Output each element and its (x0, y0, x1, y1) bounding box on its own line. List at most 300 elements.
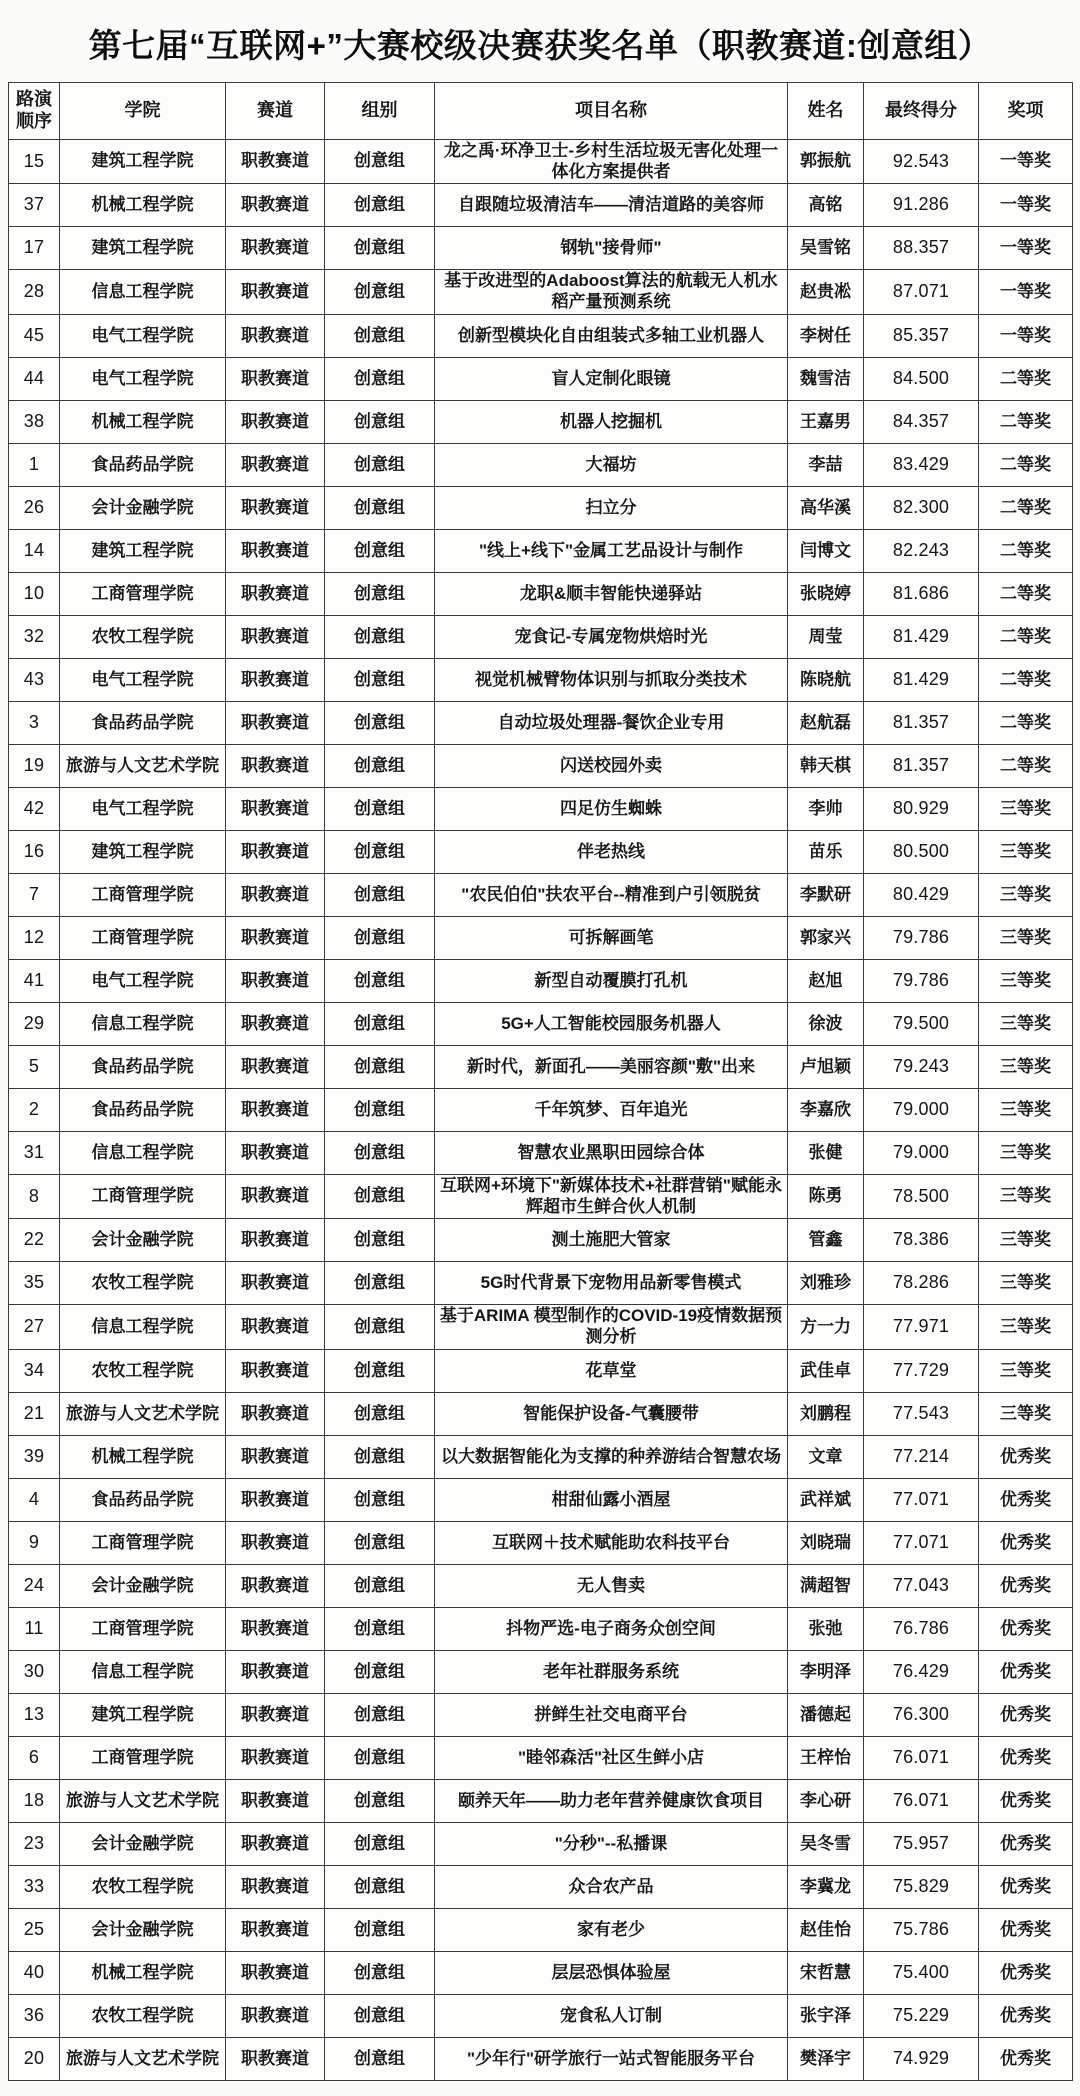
cell-order: 18 (9, 1779, 60, 1822)
cell-track: 职教赛道 (226, 916, 325, 959)
cell-group: 创意组 (325, 1478, 435, 1521)
table-row (9, 1564, 1073, 1607)
cell-order: 30 (9, 1650, 60, 1693)
cell-track: 职教赛道 (226, 357, 325, 400)
cell-track: 职教赛道 (226, 227, 325, 270)
cell-order: 20 (9, 2037, 60, 2080)
column-header: 学院 (60, 83, 226, 140)
cell-college: 信息工程学院 (60, 1131, 226, 1174)
cell-track: 职教赛道 (226, 443, 325, 486)
cell-group: 创意组 (325, 1045, 435, 1088)
cell-project: 老年社群服务系统 (435, 1650, 788, 1693)
cell-name: 王梓怡 (788, 1736, 864, 1779)
cell-project: 钢轨"接骨师" (435, 227, 788, 270)
table-row (9, 443, 1073, 486)
cell-college: 农牧工程学院 (60, 1262, 226, 1305)
cell-group: 创意组 (325, 1607, 435, 1650)
cell-award: 三等奖 (979, 1392, 1073, 1435)
cell-track: 职教赛道 (226, 1045, 325, 1088)
cell-track: 职教赛道 (226, 572, 325, 615)
cell-group: 创意组 (325, 1994, 435, 2037)
cell-college: 信息工程学院 (60, 1002, 226, 1045)
cell-project: 拼鲜生社交电商平台 (435, 1693, 788, 1736)
cell-order: 23 (9, 1822, 60, 1865)
cell-project: 龙之禹·环净卫士-乡村生活垃圾无害化处理一体化方案提供者 (435, 140, 788, 184)
cell-award: 一等奖 (979, 140, 1073, 184)
cell-college: 会计金融学院 (60, 1564, 226, 1607)
cell-score: 78.500 (864, 1174, 979, 1218)
cell-order: 43 (9, 658, 60, 701)
table-row (9, 1392, 1073, 1435)
cell-order: 1 (9, 443, 60, 486)
cell-award: 三等奖 (979, 1262, 1073, 1305)
table-row (9, 1736, 1073, 1779)
cell-group: 创意组 (325, 400, 435, 443)
cell-name: 满超智 (788, 1564, 864, 1607)
cell-score: 79.500 (864, 1002, 979, 1045)
awards-table (8, 82, 1073, 2081)
cell-group: 创意组 (325, 658, 435, 701)
cell-name: 李默研 (788, 873, 864, 916)
cell-order: 24 (9, 1564, 60, 1607)
cell-name: 刘晓瑞 (788, 1521, 864, 1564)
cell-track: 职教赛道 (226, 1088, 325, 1131)
cell-award: 优秀奖 (979, 1951, 1073, 1994)
cell-name: 吴冬雪 (788, 1822, 864, 1865)
cell-track: 职教赛道 (226, 1131, 325, 1174)
cell-college: 工商管理学院 (60, 1736, 226, 1779)
cell-score: 77.071 (864, 1521, 979, 1564)
cell-score: 92.543 (864, 140, 979, 184)
cell-award: 三等奖 (979, 916, 1073, 959)
cell-track: 职教赛道 (226, 959, 325, 1002)
cell-track: 职教赛道 (226, 1564, 325, 1607)
table-row (9, 1002, 1073, 1045)
cell-group: 创意组 (325, 486, 435, 529)
cell-group: 创意组 (325, 1002, 435, 1045)
cell-group: 创意组 (325, 1305, 435, 1349)
cell-college: 农牧工程学院 (60, 615, 226, 658)
cell-college: 会计金融学院 (60, 486, 226, 529)
cell-project: "农民伯伯"扶农平台--精准到户引领脱贫 (435, 873, 788, 916)
cell-college: 农牧工程学院 (60, 1349, 226, 1392)
cell-award: 三等奖 (979, 873, 1073, 916)
cell-track: 职教赛道 (226, 1693, 325, 1736)
cell-award: 优秀奖 (979, 1908, 1073, 1951)
cell-group: 创意组 (325, 1262, 435, 1305)
table-row (9, 529, 1073, 572)
cell-order: 17 (9, 227, 60, 270)
cell-score: 78.286 (864, 1262, 979, 1305)
cell-award: 优秀奖 (979, 1607, 1073, 1650)
cell-score: 75.400 (864, 1951, 979, 1994)
cell-group: 创意组 (325, 615, 435, 658)
cell-order: 35 (9, 1262, 60, 1305)
cell-award: 一等奖 (979, 314, 1073, 357)
column-header: 奖项 (979, 83, 1073, 140)
table-row (9, 916, 1073, 959)
cell-award: 二等奖 (979, 658, 1073, 701)
cell-group: 创意组 (325, 1088, 435, 1131)
table-row (9, 959, 1073, 1002)
cell-track: 职教赛道 (226, 1994, 325, 2037)
cell-track: 职教赛道 (226, 615, 325, 658)
cell-college: 电气工程学院 (60, 314, 226, 357)
cell-track: 职教赛道 (226, 873, 325, 916)
cell-group: 创意组 (325, 830, 435, 873)
cell-college: 旅游与人文艺术学院 (60, 1779, 226, 1822)
cell-track: 职教赛道 (226, 529, 325, 572)
cell-college: 信息工程学院 (60, 1650, 226, 1693)
cell-order: 31 (9, 1131, 60, 1174)
cell-college: 旅游与人文艺术学院 (60, 1392, 226, 1435)
cell-project: 5G时代背景下宠物用品新零售模式 (435, 1262, 788, 1305)
header-row (9, 83, 1073, 140)
cell-score: 75.957 (864, 1822, 979, 1865)
cell-score: 84.500 (864, 357, 979, 400)
cell-score: 78.386 (864, 1219, 979, 1262)
cell-score: 80.429 (864, 873, 979, 916)
table-row (9, 486, 1073, 529)
cell-award: 优秀奖 (979, 1564, 1073, 1607)
cell-award: 二等奖 (979, 701, 1073, 744)
cell-score: 79.786 (864, 959, 979, 1002)
cell-group: 创意组 (325, 1435, 435, 1478)
cell-order: 13 (9, 1693, 60, 1736)
column-header: 赛道 (226, 83, 325, 140)
cell-name: 宋哲慧 (788, 1951, 864, 1994)
cell-college: 食品药品学院 (60, 701, 226, 744)
cell-group: 创意组 (325, 443, 435, 486)
cell-name: 魏雪洁 (788, 357, 864, 400)
cell-track: 职教赛道 (226, 1002, 325, 1045)
cell-track: 职教赛道 (226, 1865, 325, 1908)
cell-track: 职教赛道 (226, 1951, 325, 1994)
cell-track: 职教赛道 (226, 658, 325, 701)
cell-order: 33 (9, 1865, 60, 1908)
table-row (9, 140, 1073, 184)
cell-award: 二等奖 (979, 443, 1073, 486)
cell-score: 80.929 (864, 787, 979, 830)
cell-order: 7 (9, 873, 60, 916)
column-header: 路演顺序 (9, 83, 60, 140)
table-row (9, 184, 1073, 227)
cell-award: 二等奖 (979, 744, 1073, 787)
cell-track: 职教赛道 (226, 1174, 325, 1218)
cell-order: 28 (9, 270, 60, 314)
cell-score: 83.429 (864, 443, 979, 486)
cell-project: "线上+线下"金属工艺品设计与制作 (435, 529, 788, 572)
cell-award: 二等奖 (979, 486, 1073, 529)
cell-name: 张晓婷 (788, 572, 864, 615)
cell-college: 建筑工程学院 (60, 227, 226, 270)
cell-award: 三等奖 (979, 1131, 1073, 1174)
cell-group: 创意组 (325, 572, 435, 615)
cell-score: 76.300 (864, 1693, 979, 1736)
cell-award: 二等奖 (979, 357, 1073, 400)
cell-name: 文章 (788, 1435, 864, 1478)
cell-group: 创意组 (325, 1349, 435, 1392)
cell-track: 职教赛道 (226, 184, 325, 227)
cell-project: 四足仿生蜘蛛 (435, 787, 788, 830)
cell-project: 扫立分 (435, 486, 788, 529)
cell-award: 一等奖 (979, 184, 1073, 227)
cell-college: 电气工程学院 (60, 959, 226, 1002)
cell-award: 二等奖 (979, 400, 1073, 443)
cell-group: 创意组 (325, 314, 435, 357)
cell-award: 优秀奖 (979, 1736, 1073, 1779)
cell-score: 88.357 (864, 227, 979, 270)
cell-group: 创意组 (325, 357, 435, 400)
cell-college: 会计金融学院 (60, 1908, 226, 1951)
cell-order: 41 (9, 959, 60, 1002)
cell-score: 79.000 (864, 1088, 979, 1131)
cell-name: 卢旭颖 (788, 1045, 864, 1088)
table-row (9, 1779, 1073, 1822)
cell-order: 11 (9, 1607, 60, 1650)
page-title: 第七届“互联网+”大赛校级决赛获奖名单（职教赛道:创意组） (88, 27, 992, 64)
cell-order: 9 (9, 1521, 60, 1564)
cell-award: 三等奖 (979, 1174, 1073, 1218)
table-row (9, 572, 1073, 615)
cell-group: 创意组 (325, 1564, 435, 1607)
cell-name: 李明泽 (788, 1650, 864, 1693)
table-row (9, 1349, 1073, 1392)
cell-project: "分秒"--私播课 (435, 1822, 788, 1865)
cell-name: 李喆 (788, 443, 864, 486)
table-row (9, 1131, 1073, 1174)
cell-project: 龙职&顺丰智能快递驿站 (435, 572, 788, 615)
cell-project: 盲人定制化眼镜 (435, 357, 788, 400)
cell-project: 抖物严选-电子商务众创空间 (435, 1607, 788, 1650)
cell-track: 职教赛道 (226, 140, 325, 184)
column-header: 姓名 (788, 83, 864, 140)
cell-name: 赵佳怡 (788, 1908, 864, 1951)
cell-college: 工商管理学院 (60, 1521, 226, 1564)
cell-college: 工商管理学院 (60, 572, 226, 615)
table-row (9, 615, 1073, 658)
cell-project: 闪送校园外卖 (435, 744, 788, 787)
cell-name: 郭振航 (788, 140, 864, 184)
cell-score: 81.429 (864, 658, 979, 701)
cell-track: 职教赛道 (226, 1650, 325, 1693)
cell-order: 42 (9, 787, 60, 830)
cell-order: 29 (9, 1002, 60, 1045)
cell-project: 创新型模块化自由组装式多轴工业机器人 (435, 314, 788, 357)
cell-award: 优秀奖 (979, 1994, 1073, 2037)
table-row (9, 1994, 1073, 2037)
cell-college: 机械工程学院 (60, 1435, 226, 1478)
table-row (9, 270, 1073, 314)
cell-order: 34 (9, 1349, 60, 1392)
table-row (9, 1908, 1073, 1951)
cell-track: 职教赛道 (226, 1435, 325, 1478)
cell-order: 44 (9, 357, 60, 400)
cell-group: 创意组 (325, 1219, 435, 1262)
cell-name: 徐波 (788, 1002, 864, 1045)
cell-order: 5 (9, 1045, 60, 1088)
cell-name: 高铭 (788, 184, 864, 227)
cell-award: 一等奖 (979, 227, 1073, 270)
cell-track: 职教赛道 (226, 1822, 325, 1865)
table-row (9, 658, 1073, 701)
cell-project: 自动垃圾处理器-餐饮企业专用 (435, 701, 788, 744)
cell-track: 职教赛道 (226, 1521, 325, 1564)
cell-track: 职教赛道 (226, 744, 325, 787)
cell-award: 一等奖 (979, 270, 1073, 314)
cell-track: 职教赛道 (226, 1908, 325, 1951)
cell-order: 38 (9, 400, 60, 443)
cell-order: 4 (9, 1478, 60, 1521)
table-row (9, 1607, 1073, 1650)
cell-name: 李树任 (788, 314, 864, 357)
cell-project: 颐养天年——助力老年营养健康饮食项目 (435, 1779, 788, 1822)
cell-order: 3 (9, 701, 60, 744)
cell-name: 赵贵凇 (788, 270, 864, 314)
cell-group: 创意组 (325, 1650, 435, 1693)
cell-score: 76.429 (864, 1650, 979, 1693)
cell-order: 14 (9, 529, 60, 572)
cell-track: 职教赛道 (226, 2037, 325, 2080)
cell-score: 76.786 (864, 1607, 979, 1650)
cell-project: 5G+人工智能校园服务机器人 (435, 1002, 788, 1045)
cell-name: 闫博文 (788, 529, 864, 572)
cell-project: 智能保护设备-气囊腰带 (435, 1392, 788, 1435)
cell-name: 刘雅珍 (788, 1262, 864, 1305)
cell-order: 39 (9, 1435, 60, 1478)
cell-college: 旅游与人文艺术学院 (60, 2037, 226, 2080)
cell-order: 25 (9, 1908, 60, 1951)
cell-college: 信息工程学院 (60, 270, 226, 314)
cell-college: 食品药品学院 (60, 1045, 226, 1088)
cell-college: 会计金融学院 (60, 1219, 226, 1262)
cell-group: 创意组 (325, 1392, 435, 1435)
cell-score: 74.929 (864, 2037, 979, 2080)
cell-name: 陈晓航 (788, 658, 864, 701)
cell-track: 职教赛道 (226, 787, 325, 830)
cell-name: 周莹 (788, 615, 864, 658)
cell-project: 视觉机械臂物体识别与抓取分类技术 (435, 658, 788, 701)
cell-name: 王嘉男 (788, 400, 864, 443)
table-body (9, 140, 1073, 2081)
cell-group: 创意组 (325, 1131, 435, 1174)
cell-college: 电气工程学院 (60, 658, 226, 701)
cell-score: 82.243 (864, 529, 979, 572)
cell-name: 郭家兴 (788, 916, 864, 959)
cell-project: 众合农产品 (435, 1865, 788, 1908)
cell-score: 87.071 (864, 270, 979, 314)
cell-college: 机械工程学院 (60, 1951, 226, 1994)
cell-score: 84.357 (864, 400, 979, 443)
cell-order: 21 (9, 1392, 60, 1435)
cell-award: 三等奖 (979, 1045, 1073, 1088)
cell-award: 三等奖 (979, 1305, 1073, 1349)
cell-name: 高华溪 (788, 486, 864, 529)
cell-college: 食品药品学院 (60, 443, 226, 486)
cell-college: 建筑工程学院 (60, 140, 226, 184)
cell-track: 职教赛道 (226, 400, 325, 443)
cell-project: 智慧农业黑职田园综合体 (435, 1131, 788, 1174)
cell-order: 32 (9, 615, 60, 658)
cell-group: 创意组 (325, 270, 435, 314)
cell-track: 职教赛道 (226, 1262, 325, 1305)
cell-track: 职教赛道 (226, 830, 325, 873)
cell-name: 武祥斌 (788, 1478, 864, 1521)
cell-score: 81.429 (864, 615, 979, 658)
table-row (9, 1650, 1073, 1693)
cell-order: 2 (9, 1088, 60, 1131)
cell-name: 赵旭 (788, 959, 864, 1002)
column-header: 最终得分 (864, 83, 979, 140)
cell-award: 优秀奖 (979, 1650, 1073, 1693)
cell-project: 花草堂 (435, 1349, 788, 1392)
cell-order: 19 (9, 744, 60, 787)
cell-award: 二等奖 (979, 572, 1073, 615)
cell-score: 75.786 (864, 1908, 979, 1951)
cell-track: 职教赛道 (226, 1349, 325, 1392)
cell-name: 张宇泽 (788, 1994, 864, 2037)
cell-track: 职教赛道 (226, 1478, 325, 1521)
cell-order: 10 (9, 572, 60, 615)
cell-score: 77.729 (864, 1349, 979, 1392)
cell-name: 李嘉欣 (788, 1088, 864, 1131)
cell-college: 会计金融学院 (60, 1822, 226, 1865)
cell-name: 张弛 (788, 1607, 864, 1650)
cell-award: 优秀奖 (979, 1478, 1073, 1521)
cell-award: 优秀奖 (979, 2037, 1073, 2080)
cell-group: 创意组 (325, 916, 435, 959)
cell-college: 建筑工程学院 (60, 529, 226, 572)
cell-award: 优秀奖 (979, 1435, 1073, 1478)
cell-name: 吴雪铭 (788, 227, 864, 270)
cell-college: 农牧工程学院 (60, 1994, 226, 2037)
cell-project: 基于ARIMA 模型制作的COVID-19疫情数据预测分析 (435, 1305, 788, 1349)
cell-college: 电气工程学院 (60, 357, 226, 400)
cell-college: 电气工程学院 (60, 787, 226, 830)
cell-college: 旅游与人文艺术学院 (60, 744, 226, 787)
cell-college: 建筑工程学院 (60, 1693, 226, 1736)
cell-college: 工商管理学院 (60, 916, 226, 959)
cell-score: 77.043 (864, 1564, 979, 1607)
cell-project: 互联网＋技术赋能助农科技平台 (435, 1521, 788, 1564)
cell-name: 赵航磊 (788, 701, 864, 744)
cell-score: 91.286 (864, 184, 979, 227)
cell-project: 伴老热线 (435, 830, 788, 873)
cell-award: 三等奖 (979, 1219, 1073, 1262)
cell-order: 22 (9, 1219, 60, 1262)
cell-name: 刘鹏程 (788, 1392, 864, 1435)
column-header: 项目名称 (435, 83, 788, 140)
cell-group: 创意组 (325, 1736, 435, 1779)
cell-score: 81.686 (864, 572, 979, 615)
cell-name: 方一力 (788, 1305, 864, 1349)
cell-name: 李帅 (788, 787, 864, 830)
cell-score: 79.243 (864, 1045, 979, 1088)
cell-group: 创意组 (325, 1822, 435, 1865)
cell-score: 81.357 (864, 701, 979, 744)
cell-group: 创意组 (325, 701, 435, 744)
cell-award: 优秀奖 (979, 1865, 1073, 1908)
cell-college: 信息工程学院 (60, 1305, 226, 1349)
cell-group: 创意组 (325, 227, 435, 270)
cell-score: 77.543 (864, 1392, 979, 1435)
cell-project: 机器人挖掘机 (435, 400, 788, 443)
cell-name: 陈勇 (788, 1174, 864, 1218)
cell-name: 管鑫 (788, 1219, 864, 1262)
cell-score: 75.229 (864, 1994, 979, 2037)
cell-track: 职教赛道 (226, 1305, 325, 1349)
cell-order: 16 (9, 830, 60, 873)
